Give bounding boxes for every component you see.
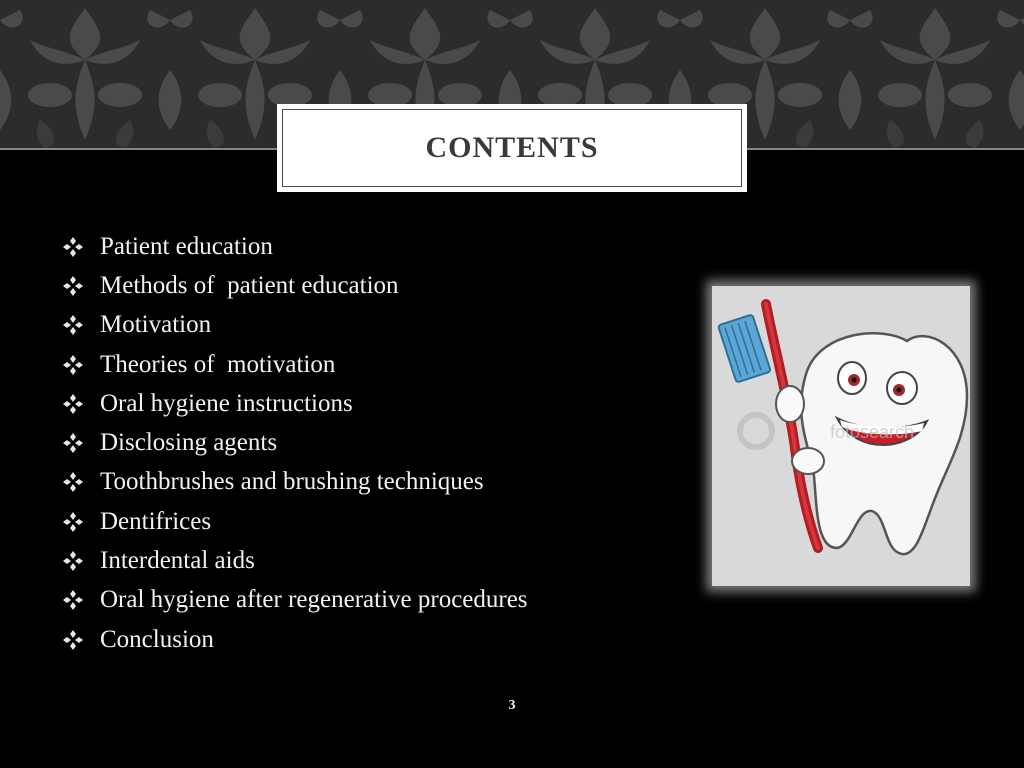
four-diamond-bullet-icon	[62, 314, 100, 336]
four-diamond-bullet-icon	[62, 275, 100, 297]
list-item-text: Theories of motivation	[100, 350, 336, 378]
title-box	[277, 104, 747, 192]
slide-title: CONTENTS	[425, 131, 599, 164]
list-item-text: Methods of patient education	[100, 271, 399, 299]
list-item	[62, 266, 528, 305]
list-item-text: Patient education	[100, 232, 273, 260]
cartoon-tooth-with-toothbrush-icon	[712, 286, 970, 586]
four-diamond-bullet-icon	[62, 236, 100, 258]
list-item	[62, 384, 528, 423]
list-item-text: Interdental aids	[100, 547, 255, 575]
page-number: 3	[508, 698, 516, 713]
svg-text:fotosearch: fotosearch	[830, 422, 915, 442]
title-box-inner	[282, 109, 742, 187]
list-item	[62, 345, 528, 384]
list-item	[62, 227, 528, 266]
list-item-text: Conclusion	[100, 625, 214, 653]
list-item	[62, 423, 528, 462]
four-diamond-bullet-icon	[62, 432, 100, 454]
four-diamond-bullet-icon	[62, 393, 100, 415]
list-item-text: Oral hygiene after regenerative procedures	[100, 586, 528, 614]
list-item-text: Dentifrices	[100, 507, 212, 535]
list-item-text: Motivation	[100, 311, 212, 339]
four-diamond-bullet-icon	[62, 629, 100, 651]
list-item-text: Toothbrushes and brushing techniques	[100, 468, 484, 496]
list-item-text: Disclosing agents	[100, 429, 278, 457]
list-item	[62, 541, 528, 580]
list-item	[62, 502, 528, 541]
list-item	[62, 620, 528, 659]
four-diamond-bullet-icon	[62, 589, 100, 611]
list-item	[62, 463, 528, 502]
four-diamond-bullet-icon	[62, 550, 100, 572]
list-item	[62, 581, 528, 620]
four-diamond-bullet-icon	[62, 471, 100, 493]
contents-list	[62, 227, 528, 659]
list-item	[62, 306, 528, 345]
list-item-text: Oral hygiene instructions	[100, 389, 353, 417]
tooth-illustration	[712, 286, 970, 586]
four-diamond-bullet-icon	[62, 354, 100, 376]
four-diamond-bullet-icon	[62, 511, 100, 533]
